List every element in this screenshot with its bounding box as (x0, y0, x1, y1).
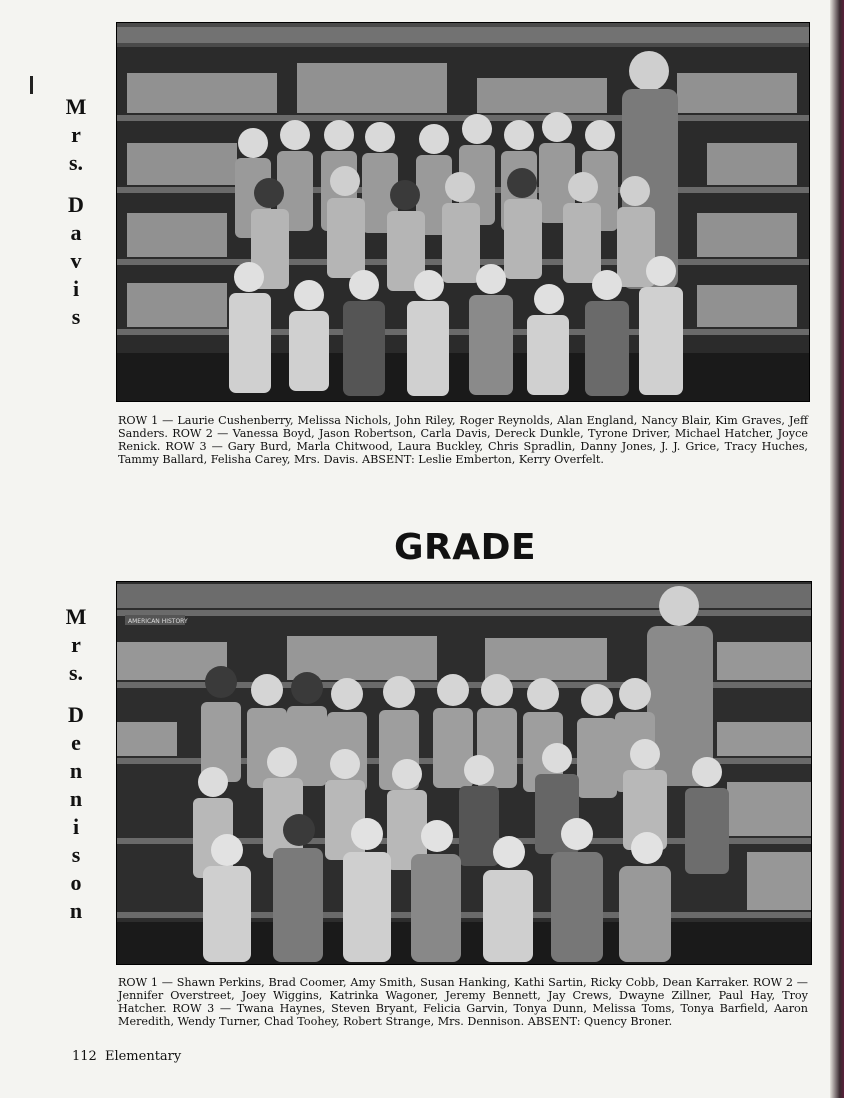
teacher-name-letter: r (71, 632, 81, 657)
grade-heading: GRADE (393, 527, 537, 568)
class-photo-dennison (116, 581, 812, 965)
teacher-name-letter: r (71, 122, 81, 147)
teacher-name-letter: o (70, 870, 82, 895)
teacher-name-letter: D (68, 702, 84, 727)
teacher-name-letter: i (72, 276, 80, 301)
teacher-name-letter: v (70, 248, 82, 273)
teacher-name-letter: D (68, 192, 84, 217)
teacher-name-letter: n (69, 758, 83, 783)
page-edge (830, 0, 844, 1098)
footer-section: Elementary (104, 1049, 182, 1064)
teacher-name-letter: s. (68, 660, 84, 685)
teacher-name-letter: n (69, 898, 83, 923)
teacher-name-letter: i (72, 814, 80, 839)
teacher-name-letter: a (70, 220, 82, 245)
teacher-name-letter: e (71, 730, 81, 755)
teacher-name-letter: M (65, 604, 87, 629)
teacher-name-letter: s. (68, 150, 84, 175)
page-footer (72, 1049, 185, 1064)
teacher-name-letter: s (71, 304, 81, 329)
teacher-name-letter: M (65, 94, 87, 119)
teacher-name-letter: s (71, 842, 81, 867)
teacher-name-dennison (60, 606, 92, 928)
margin-mark (30, 76, 33, 94)
caption-dennison: ROW 1 — Shawn Perkins, Brad Coomer, Amy Smith, Susan Hanking, Kathi Sartin, Ricky Cobb, Dean Karraker. ROW 2 — Jennifer Overstreet, Joey Wiggins, Katrinka Wagoner, Jeremy Bennett, Jay Crews, Dwayne Zillner, Paul Hay, Troy Hatcher. ROW 3 — Twana Haynes, Steven Bryant, Felicia Garvin, Tonya Dunn, Melissa Toms, Tonya Barfield, Aaron Meredith, Wendy Turner, Chad Toohey, Robert Strange, Mrs. Dennison. ABSENT: Quency Broner. (118, 976, 808, 1028)
caption-davis: ROW 1 — Laurie Cushenberry, Melissa Nichols, John Riley, Roger Reynolds, Alan England, Nancy Blair, Kim Graves, Jeff Sanders. ROW 2 — Vanessa Boyd, Jason Robertson, Carla Davis, Dereck Dunkle, Tyrone Driver, Michael Hatcher, Joyce Renick. ROW 3 — Gary Burd, Marla Chitwood, Laura Buckley, Chris Spradlin, Danny Jones, J. J. Grice, Tracy Huches, Tammy Ballard, Felisha Carey, Mrs. Davis. ABSENT: Leslie Emberton, Kerry Overfelt. (118, 414, 808, 466)
class-photo-davis (116, 22, 810, 402)
page-number: 112 (72, 1049, 97, 1064)
teacher-name-davis (60, 96, 92, 334)
teacher-name-letter: n (69, 786, 83, 811)
shelf-sign: AMERICAN HISTORY (128, 618, 188, 625)
